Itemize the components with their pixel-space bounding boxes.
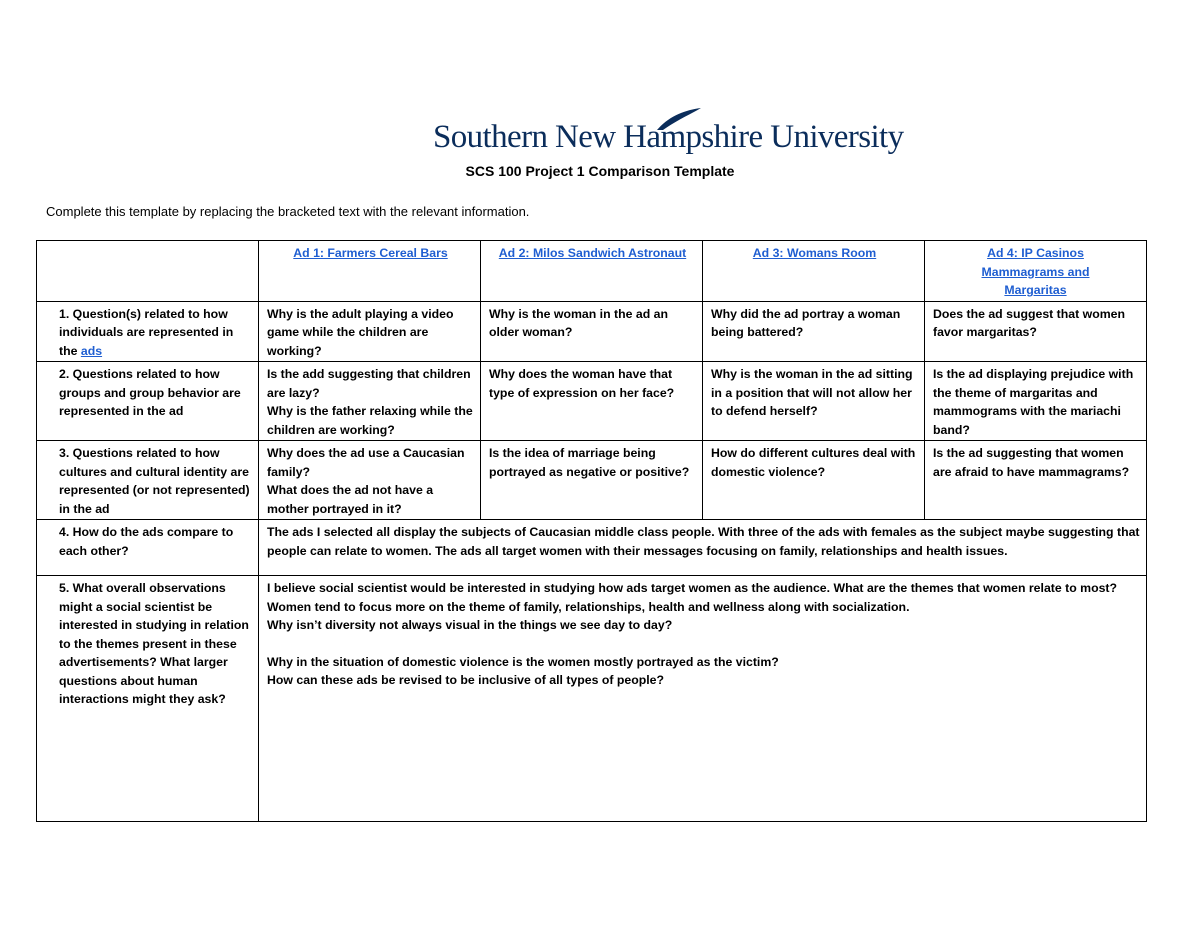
- answer-cell: Is the ad suggesting that women are afraid to have mammagrams?: [925, 441, 1147, 520]
- table-row: [37, 441, 1147, 520]
- header-cell-empty: [37, 241, 259, 302]
- question-cell: 4. How do the ads compare to each other?: [37, 520, 259, 576]
- answer-cell: How do different cultures deal with domestic violence?: [703, 441, 925, 520]
- question-cell: 5. What overall observations might a social scientist be interested in studying in relation to the themes present in these advertisements? What larger questions about human interactions might they ask?: [37, 576, 259, 822]
- header-ad-2: Ad 2: Milos Sandwich Astronaut: [481, 241, 703, 302]
- logo-text: Southern New Hampshire University: [433, 119, 904, 155]
- university-logo: [433, 106, 904, 158]
- table-row: [37, 576, 1147, 822]
- answer-line: I believe social scientist would be interested in studying how ads target women as the audience. What are the themes that women relate to most? Women tend to focus more on the theme of family, relationships, health and wellness along with socialization.: [267, 581, 1118, 614]
- answer-line: Why is the father relaxing while the children are working?: [267, 404, 473, 437]
- answer-line: Why in the situation of domestic violence is the women mostly portrayed as the victim?: [267, 654, 779, 669]
- answer-line: Is the add suggesting that children are lazy?: [267, 367, 471, 400]
- answer-cell: Why did the ad portray a woman being battered?: [703, 301, 925, 362]
- answer-cell: [259, 441, 481, 520]
- answer-cell: Is the idea of marriage being portrayed as negative or positive?: [481, 441, 703, 520]
- table-row: [37, 362, 1147, 441]
- instructions-text: Complete this template by replacing the bracketed text with the relevant information.: [46, 204, 530, 219]
- observations-answer: [259, 576, 1147, 822]
- answer-cell: Why is the woman in the ad an older woman?: [481, 301, 703, 362]
- header-ad-1: Ad 1: Farmers Cereal Bars: [259, 241, 481, 302]
- answer-line: Why isn’t diversity not always visual in the things we see day to day?: [267, 618, 673, 632]
- header-ad-3: Ad 3: Womans Room: [703, 241, 925, 302]
- answer-cell: Is the ad displaying prejudice with the theme of margaritas and mammograms with the mariachi band?: [925, 362, 1147, 441]
- question-cell: 2. Questions related to how groups and group behavior are represented in the ad: [37, 362, 259, 441]
- ads-link[interactable]: ads: [80, 343, 103, 358]
- table-row: [37, 520, 1147, 576]
- question-cell: 3. Questions related to how cultures and cultural identity are represented (or not represented) in the ad: [37, 441, 259, 520]
- blank-line: [267, 635, 1140, 653]
- table-header-row: [37, 241, 1147, 302]
- table-row: [37, 301, 1147, 362]
- comparison-answer: The ads I selected all display the subjects of Caucasian middle class people. With three of the ads with females as the subject maybe suggesting that people can relate to women. The ads all target women with their messages focusing on family, relationships and health issues.: [259, 520, 1147, 576]
- answer-line: What does the ad not have a mother portrayed in it?: [267, 483, 434, 516]
- page-title: SCS 100 Project 1 Comparison Template: [465, 163, 735, 179]
- header-ad-4: Ad 4: IP Casinos Mammagrams and Margaritas: [925, 241, 1147, 302]
- answer-line: Why does the ad use a Caucasian family?: [267, 446, 465, 479]
- answer-cell: Why does the woman have that type of expression on her face?: [481, 362, 703, 441]
- answer-cell: Why is the woman in the ad sitting in a position that will not allow her to defend herself?: [703, 362, 925, 441]
- answer-cell: [259, 362, 481, 441]
- question-text: 1. Question(s) related to how individuals are represented in the: [59, 306, 234, 358]
- answer-line: How can these ads be revised to be inclusive of all types of people?: [267, 673, 665, 687]
- comparison-table: [36, 240, 1147, 822]
- question-cell: [37, 301, 259, 362]
- answer-cell: Does the ad suggest that women favor margaritas?: [925, 301, 1147, 362]
- answer-cell: Why is the adult playing a video game while the children are working?: [259, 301, 481, 362]
